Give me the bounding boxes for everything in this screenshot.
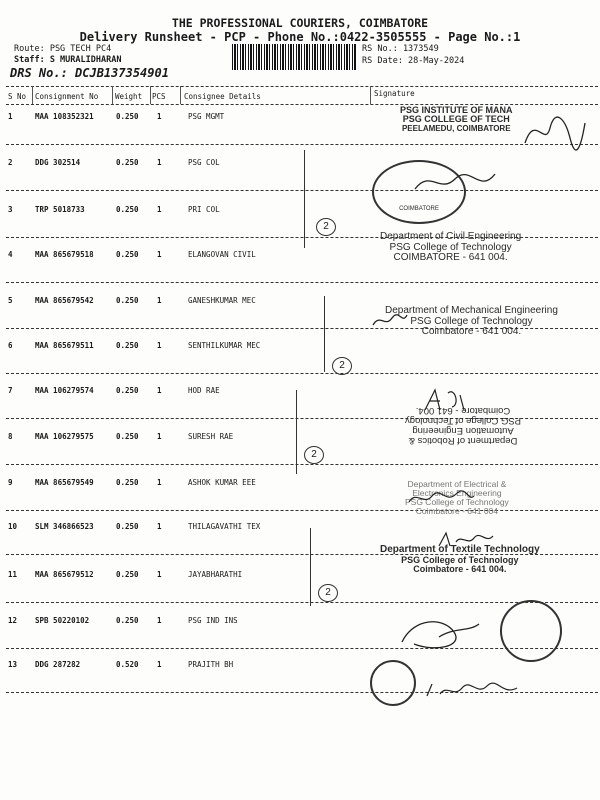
signature-scribble xyxy=(422,676,522,706)
row-weight: 0.250 xyxy=(116,112,139,121)
group-brace xyxy=(282,390,297,474)
row-weight: 0.250 xyxy=(116,341,139,350)
row-consignee: PSG IND INS xyxy=(188,616,238,625)
row-pcs: 1 xyxy=(157,296,162,305)
row-pcs: 1 xyxy=(157,341,162,350)
header-top-rule xyxy=(6,86,598,87)
col-consignment: Consignment No xyxy=(35,92,99,101)
row-consignee: SENTHILKUMAR MEC xyxy=(188,341,261,350)
row-sno: 8 xyxy=(8,432,13,441)
row-consignee: PRAJITH BH xyxy=(188,660,234,669)
row-consignment: MAA 106279574 xyxy=(35,386,94,395)
row-consignee: THILAGAVATHI TEX xyxy=(188,522,261,531)
col-divider xyxy=(370,86,371,104)
row-sno: 5 xyxy=(8,296,13,305)
col-weight: Weight xyxy=(115,92,143,101)
circled-count: 2 xyxy=(318,584,338,602)
row-divider xyxy=(6,144,598,145)
row-sno: 13 xyxy=(8,660,18,669)
col-consignee: Consignee Details xyxy=(184,92,261,101)
col-signature: Signature xyxy=(374,89,415,98)
drs-number: DRS No.: DCJB137354901 xyxy=(10,66,169,80)
signature-scribble xyxy=(436,530,496,550)
signature-scribble xyxy=(410,164,500,204)
col-divider xyxy=(150,86,151,104)
rs-number: RS No.: 1373549 xyxy=(362,44,439,54)
row-pcs: 1 xyxy=(157,158,162,167)
round-seal-stamp: COIMBATORE xyxy=(372,160,466,224)
stamp-rae-inverted: Department of Robotics & Automation Engineering PSG College of Technology Coimbatore - 641 004. xyxy=(405,404,522,446)
row-consignee: JAYABHARATHI xyxy=(188,570,243,579)
signature-scribble xyxy=(420,385,470,415)
row-consignment: MAA 865679512 xyxy=(35,570,94,579)
row-consignment: MAA 865679549 xyxy=(35,478,94,487)
row-consignee: PSG MGMT xyxy=(188,112,225,121)
row-weight: 0.250 xyxy=(116,250,139,259)
company-title: THE PROFESSIONAL COURIERS, COIMBATORE xyxy=(171,16,429,30)
row-sno: 2 xyxy=(8,158,13,167)
row-pcs: 1 xyxy=(157,205,162,214)
stamp-psg-mgmt: PSG INSTITUTE OF MANA PSG COLLEGE OF TECH PEELAMEDU, COIMBATORE xyxy=(400,105,513,133)
row-consignment: MAA 865679518 xyxy=(35,250,94,259)
row-consignment: SPB 50220102 xyxy=(35,616,90,625)
row-pcs: 1 xyxy=(157,660,162,669)
barcode xyxy=(232,44,356,70)
col-pcs: PCS xyxy=(152,92,166,101)
row-pcs: 1 xyxy=(157,386,162,395)
row-weight: 0.250 xyxy=(116,432,139,441)
route: Route: PSG TECH PC4 xyxy=(14,44,112,54)
row-pcs: 1 xyxy=(157,432,162,441)
row-divider xyxy=(6,373,598,374)
row-sno: 6 xyxy=(8,341,13,350)
col-divider xyxy=(32,86,33,104)
row-consignment: TRP 5018733 xyxy=(35,205,85,214)
row-pcs: 1 xyxy=(157,616,162,625)
row-weight: 0.250 xyxy=(116,158,139,167)
row-sno: 3 xyxy=(8,205,13,214)
row-sno: 4 xyxy=(8,250,13,259)
row-pcs: 1 xyxy=(157,112,162,121)
row-consignment: DDG 302514 xyxy=(35,158,81,167)
staff: Staff: S MURALIDHARAN xyxy=(14,55,122,65)
col-divider xyxy=(112,86,113,104)
row-divider xyxy=(6,282,598,283)
row-consignee: HOD RAE xyxy=(188,386,220,395)
row-weight: 0.250 xyxy=(116,296,139,305)
row-consignment: MAA 108352321 xyxy=(35,112,94,121)
signature-scribble xyxy=(394,612,484,652)
row-pcs: 1 xyxy=(157,522,162,531)
row-weight: 0.520 xyxy=(116,660,139,669)
group-brace xyxy=(296,528,311,606)
row-consignee: ASHOK KUMAR EEE xyxy=(188,478,256,487)
row-consignee: ELANGOVAN CIVIL xyxy=(188,250,256,259)
row-weight: 0.250 xyxy=(116,205,139,214)
runsheet-subtitle: Delivery Runsheet - PCP - Phone No.:0422-3505555 - Page No.:1 xyxy=(79,30,521,44)
row-consignee: PRI COL xyxy=(188,205,220,214)
row-sno: 10 xyxy=(8,522,18,531)
row-consignee: PSG COL xyxy=(188,158,220,167)
row-sno: 7 xyxy=(8,386,13,395)
rs-date: RS Date: 28-May-2024 xyxy=(362,56,465,66)
row-consignment: MAA 106279575 xyxy=(35,432,94,441)
stamp-eee: Department of Electrical & Electronics Engineering PSG College of Technology Coimbatore - 641 004 xyxy=(405,479,509,516)
stamp-civil: Department of Civil Engineering PSG College of Technology COIMBATORE - 641 004. xyxy=(380,231,522,263)
circled-count: 2 xyxy=(304,446,324,464)
row-weight: 0.250 xyxy=(116,386,139,395)
row-sno: 9 xyxy=(8,478,13,487)
col-divider xyxy=(180,86,181,104)
row-sno: 11 xyxy=(8,570,18,579)
col-sno: S No xyxy=(8,92,27,101)
row-consignee: GANESHKUMAR MEC xyxy=(188,296,256,305)
row-sno: 1 xyxy=(8,112,13,121)
row-pcs: 1 xyxy=(157,250,162,259)
row-weight: 0.250 xyxy=(116,522,139,531)
group-brace xyxy=(310,296,325,372)
circled-count: 2 xyxy=(332,357,352,375)
row-divider xyxy=(6,510,598,511)
row-consignee: SURESH RAE xyxy=(188,432,234,441)
row-consignment: MAA 865679542 xyxy=(35,296,94,305)
round-seal-small xyxy=(370,660,416,706)
row-consignment: DDG 287282 xyxy=(35,660,81,669)
row-sno: 12 xyxy=(8,616,18,625)
signature-scribble xyxy=(406,488,476,508)
circled-count: 2 xyxy=(316,218,336,236)
stamp-textile: Department of Textile Technology PSG College of Technology Coimbatore - 641 004. xyxy=(380,544,540,574)
signature-scribble xyxy=(520,108,590,158)
row-consignment: SLM 346866523 xyxy=(35,522,94,531)
row-consignment: MAA 865679511 xyxy=(35,341,94,350)
round-institute-seal xyxy=(500,600,562,662)
stamp-mech: Department of Mechanical Engineering PSG College of Technology Coimbatore - 641 004. xyxy=(385,305,558,337)
group-brace xyxy=(290,150,305,248)
row-weight: 0.250 xyxy=(116,616,139,625)
signature-scribble xyxy=(370,310,410,330)
row-weight: 0.250 xyxy=(116,478,139,487)
row-pcs: 1 xyxy=(157,570,162,579)
row-weight: 0.250 xyxy=(116,570,139,579)
row-divider xyxy=(6,464,598,465)
row-pcs: 1 xyxy=(157,478,162,487)
